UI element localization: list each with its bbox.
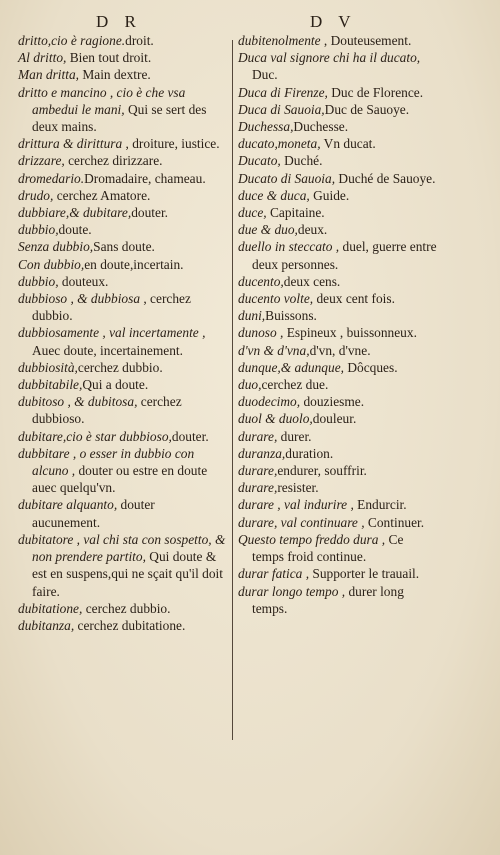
entry-translation: resister. — [277, 480, 319, 496]
entry-headword: duodecimo, — [238, 394, 301, 410]
entry-translation: Qui doute & est en suspens,qui ne sçait qu'il doit faire. — [32, 549, 223, 599]
dictionary-entry — [18, 170, 226, 187]
entry-headword: ducato,moneta, — [238, 136, 321, 152]
dictionary-entry — [18, 238, 226, 255]
dictionary-entry — [18, 187, 226, 204]
entry-translation: durer long temps. — [252, 583, 404, 616]
dictionary-entry — [238, 445, 438, 462]
dictionary-entry — [238, 84, 438, 101]
dictionary-entry — [18, 393, 226, 427]
entry-headword: dubbitare , o esser in dubbio con alcuno , — [18, 445, 195, 479]
entry-translation: Bien tout droit. — [66, 50, 152, 66]
entry-translation: Duc. — [252, 67, 278, 83]
dictionary-entry — [238, 428, 438, 445]
entry-headword: Ducato di Sauoia, — [238, 170, 336, 186]
entry-translation: cerchez dubbio. — [77, 359, 163, 375]
entry-translation: douteux. — [58, 273, 109, 289]
dictionary-entry — [238, 583, 438, 617]
dictionary-entry — [238, 290, 438, 307]
entry-translation: , Douteusement. — [320, 33, 412, 48]
entry-headword: durare, val continuare , — [238, 514, 365, 530]
dictionary-entry — [18, 152, 226, 169]
entry-translation: douter. — [171, 428, 209, 444]
entry-headword: dubbio, — [18, 222, 59, 238]
entry-translation: Espineux , buissonneux. — [283, 325, 417, 341]
dictionary-entry — [238, 376, 438, 393]
dictionary-entry — [238, 32, 438, 49]
dictionary-entry — [238, 393, 438, 410]
entry-headword: due & duo, — [238, 222, 298, 238]
entry-translation: douter ou estre en doute auec quelqu'vn. — [32, 463, 208, 496]
entry-translation: cerchez dubitatione. — [74, 617, 186, 633]
entry-translation: d'vn, d'vne. — [309, 342, 371, 358]
left-running-head: D R — [96, 12, 142, 31]
entry-headword: dubitenolmente — [238, 33, 321, 48]
entry-translation: Buissons. — [265, 308, 317, 324]
entry-translation: douziesme. — [300, 394, 365, 410]
right-running-head: D V — [310, 12, 357, 31]
dictionary-entry — [18, 290, 226, 324]
dictionary-entry — [238, 462, 438, 479]
entry-translation: deux. — [297, 222, 328, 238]
entry-translation: Capitaine. — [266, 205, 325, 221]
entry-translation: Qui a doute. — [82, 377, 149, 393]
entry-headword: dubbitabile, — [18, 377, 83, 393]
dictionary-entry — [238, 152, 438, 169]
dictionary-entry — [18, 66, 226, 83]
entry-translation: douter aucunement. — [32, 497, 155, 530]
entry-translation: cerchez Amatore. — [53, 187, 151, 203]
entry-headword: duni, — [238, 308, 266, 324]
dictionary-entry — [238, 514, 438, 531]
entry-translation: cerchez dirizzare. — [64, 153, 163, 169]
entry-translation: Continuer. — [364, 514, 425, 530]
entry-headword: durare, — [238, 463, 278, 479]
entry-translation: Qui se sert des deux mains. — [32, 101, 207, 135]
entry-translation: en doute,incertain. — [84, 256, 184, 272]
entry-headword: dubbioso , & dubbiosa — [18, 291, 141, 307]
entry-translation: Duc de Sauoye. — [324, 101, 410, 117]
entry-headword: ducento, — [238, 273, 284, 289]
dictionary-entry — [238, 359, 438, 376]
entry-headword: durar longo tempo , — [238, 583, 346, 599]
dictionary-entry — [18, 135, 226, 152]
entry-translation: doute. — [58, 222, 92, 238]
entry-headword: Duca di Sauoia, — [238, 101, 325, 117]
dictionary-entry — [238, 479, 438, 496]
entry-headword: Duca val signore chi ha il ducato, — [238, 50, 421, 66]
dictionary-entry — [238, 204, 438, 221]
entry-headword: Ducato, — [238, 153, 281, 169]
entry-translation: Main dextre. — [79, 67, 151, 83]
entry-translation: Ce temps froid continue. — [252, 531, 404, 565]
dictionary-entry — [18, 221, 226, 238]
entry-headword: dubitare alquanto, — [18, 497, 118, 513]
dictionary-entry — [238, 307, 438, 324]
entry-translation: droit. — [125, 33, 154, 48]
entry-headword: Questo tempo freddo dura , — [238, 531, 386, 547]
entry-headword: dubbiare,& dubitare, — [18, 205, 132, 221]
entry-translation: , droiture, iustice. — [122, 136, 220, 152]
dictionary-entry — [18, 84, 226, 136]
entry-translation: Auec doute, incertainement. — [32, 342, 183, 358]
page-header — [0, 12, 500, 34]
dictionary-entry — [18, 496, 226, 530]
entry-translation: douter. — [131, 205, 169, 221]
dictionary-entry — [18, 359, 226, 376]
entry-headword: dubitatore , val chi sta con sospetto, & non prendere partito, — [18, 531, 226, 565]
dictionary-entry — [18, 428, 226, 445]
entry-headword: Al dritto, — [18, 50, 67, 66]
entry-headword: durare , val indurire , — [238, 497, 354, 513]
entry-translation: Supporter le trauail. — [309, 566, 420, 582]
entry-translation: Duchesse. — [293, 119, 349, 135]
dictionary-entry — [18, 204, 226, 221]
dictionary-entry — [238, 101, 438, 118]
entry-headword: dromedario. — [18, 170, 85, 186]
dictionary-entry — [18, 445, 226, 497]
entry-headword: dunque,& adunque, — [238, 359, 344, 375]
dictionary-entry — [238, 238, 438, 272]
entry-translation: Endurcir. — [353, 497, 407, 513]
entry-translation: durer. — [277, 428, 312, 444]
dictionary-entry — [238, 531, 438, 565]
entry-headword: d'vn & d'vna, — [238, 342, 310, 358]
entry-headword: dubitanza, — [18, 617, 75, 633]
entry-headword: dubbiosità, — [18, 359, 78, 375]
entry-headword: durare, — [238, 480, 278, 496]
entry-headword: dunoso , — [238, 325, 284, 341]
dictionary-entry — [238, 118, 438, 135]
entry-headword: dubbio, — [18, 273, 59, 289]
dictionary-entry — [238, 342, 438, 359]
entry-headword: Duchessa, — [238, 119, 294, 135]
entry-translation: cerchez dubbioso. — [32, 394, 182, 427]
entry-headword: drudo, — [18, 187, 54, 203]
entry-translation: deux cent fois. — [313, 291, 395, 307]
entry-headword: duce & duca, — [238, 187, 310, 203]
entry-translation: , cerchez dubbio. — [32, 291, 191, 324]
entry-headword: Duca di Firenze, — [238, 84, 328, 100]
dictionary-entry — [18, 531, 226, 600]
entry-translation: Sans doute. — [93, 239, 155, 255]
entry-headword: duello in steccato , — [238, 239, 340, 255]
dictionary-entry — [238, 170, 438, 187]
dictionary-entry — [238, 565, 438, 582]
entry-translation: Guide. — [309, 187, 350, 203]
entry-translation: duration. — [285, 445, 334, 461]
entry-headword: dubbiosamente , val incertamente , — [18, 325, 206, 341]
entry-headword: ducento volte, — [238, 291, 314, 307]
dictionary-entry — [238, 273, 438, 290]
dictionary-entry — [18, 256, 226, 273]
entry-headword: Man dritta, — [18, 67, 80, 83]
entry-translation: Duc de Florence. — [327, 84, 424, 100]
dictionary-entry — [238, 324, 438, 341]
entry-headword: duol & duolo, — [238, 411, 313, 427]
entry-headword: Senza dubbio, — [18, 239, 94, 255]
entry-translation: cerchez dubbio. — [82, 600, 171, 616]
entry-headword: durare, — [238, 428, 278, 444]
entry-translation: deux cens. — [283, 273, 341, 289]
entry-headword: Con dubbio, — [18, 256, 85, 272]
dictionary-entry — [238, 496, 438, 513]
entry-headword: drittura & dirittura — [18, 136, 123, 152]
entry-headword: dritto e mancino , cio è che vsa ambedui le mani, — [18, 84, 186, 117]
entry-headword: dubitatione, — [18, 600, 83, 616]
entry-headword: durar fatica , — [238, 566, 310, 582]
entry-headword: dritto,cio è ragione. — [18, 33, 126, 48]
dictionary-entry — [238, 49, 438, 83]
dictionary-entry — [238, 187, 438, 204]
entry-headword: dubitare,cio è star dubbioso, — [18, 428, 172, 444]
dictionary-entry — [18, 376, 226, 393]
entry-translation: Duché. — [280, 153, 323, 169]
dictionary-entry — [18, 324, 226, 358]
entry-translation: Duché de Sauoye. — [335, 170, 436, 186]
left-column — [18, 32, 226, 634]
entry-translation: Dromadaire, chameau. — [84, 170, 206, 186]
column-divider — [232, 40, 233, 740]
entry-headword: drizzare, — [18, 153, 65, 169]
entry-translation: douleur. — [312, 411, 357, 427]
dictionary-entry — [18, 32, 226, 49]
dictionary-entry — [238, 221, 438, 238]
dictionary-entry — [18, 273, 226, 290]
entry-translation: duel, guerre entre deux personnes. — [252, 239, 437, 272]
entry-headword: dubitoso , & dubitosa, — [18, 394, 138, 410]
dictionary-entry — [238, 135, 438, 152]
entry-translation: endurer, souffrir. — [277, 463, 367, 479]
entry-headword: duranza, — [238, 445, 286, 461]
right-column — [238, 32, 438, 617]
entry-translation: Dôcques. — [344, 359, 398, 375]
dictionary-entry — [18, 600, 226, 617]
dictionary-entry — [238, 410, 438, 427]
dictionary-entry — [18, 617, 226, 634]
entry-headword: duo, — [238, 377, 262, 393]
entry-headword: duce, — [238, 205, 267, 221]
entry-translation: Vn ducat. — [320, 136, 376, 152]
dictionary-entry — [18, 49, 226, 66]
entry-translation: cerchez due. — [261, 377, 329, 393]
